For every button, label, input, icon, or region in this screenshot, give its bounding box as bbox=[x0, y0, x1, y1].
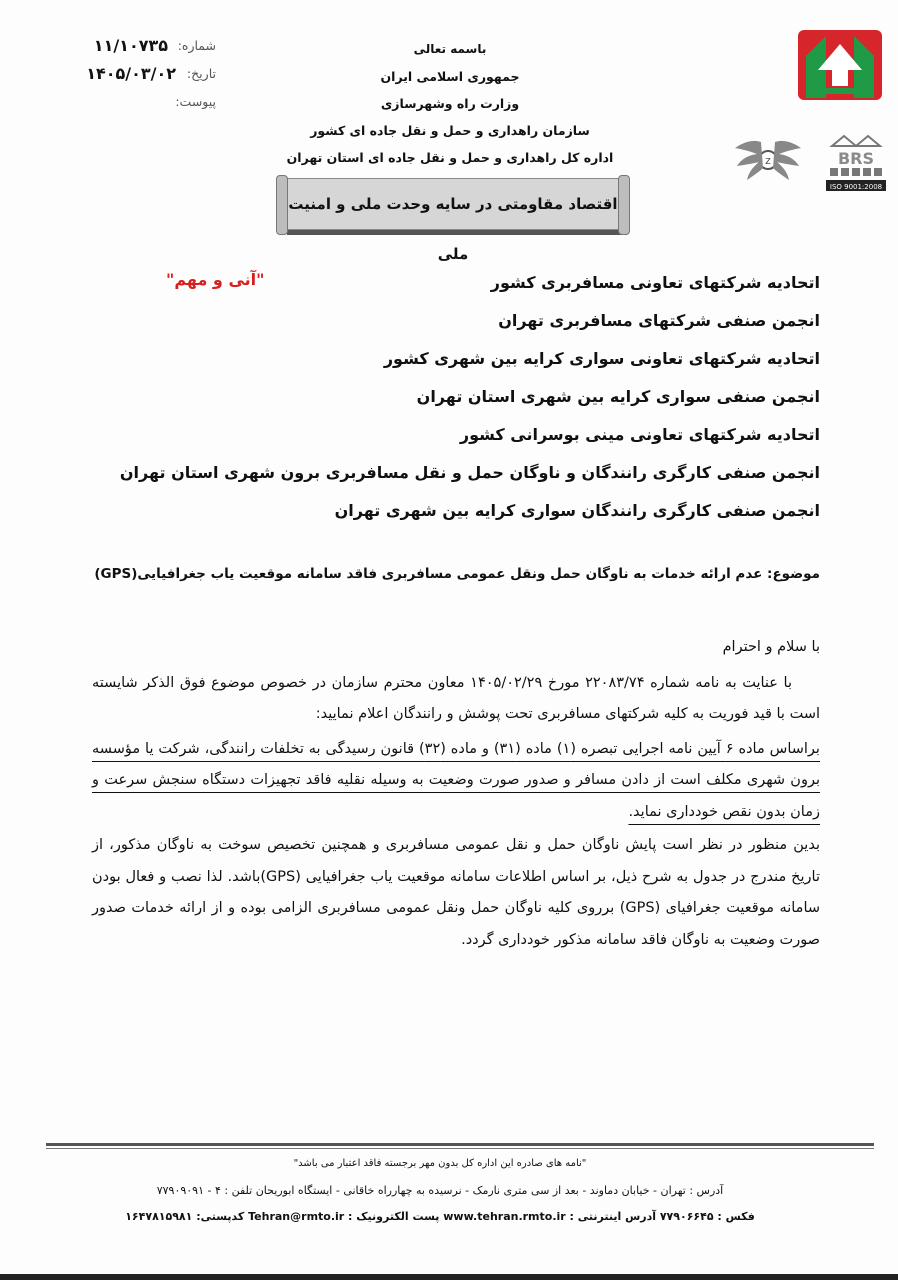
bismillah: باسمه تعالی bbox=[413, 42, 487, 56]
greeting: با سلام و احترام bbox=[722, 639, 820, 655]
body-paragraph-2: براساس ماده ۶ آیین نامه اجرایی تبصره (۱) ماده (۳۱) و ماده (۳۲) قانون رسیدگی به تخلفات رانندگی، شرکت یا مؤسسه برون شهری مکلف است از دادن مسافر و صدور صورت وضعیت به وسیله نقلیه فاقد تجهیزات دستگاه سنجش سرعت و زمان بدون نقص خودداری نماید. bbox=[92, 740, 820, 820]
recipient-item: اتحادیه شرکتهای تعاونی مینی بوسرانی کشور bbox=[459, 425, 820, 444]
urgent-label: "آنی و مهم" bbox=[166, 270, 265, 289]
recipient-item: اتحادیه شرکتهای تعاونی مسافربری کشور bbox=[490, 273, 820, 292]
country-name: جمهوری اسلامی ایران bbox=[380, 69, 520, 84]
iso-certification-icon bbox=[731, 134, 805, 188]
letter-date: ۱۴۰۵/۰۳/۰۲ bbox=[86, 64, 176, 83]
letter-number: ۱۱/۱۰۷۳۵ bbox=[93, 36, 168, 55]
reference-block bbox=[56, 32, 216, 116]
recipient-item: انجمن صنفی کارگری رانندگان و ناوگان حمل و نقل مسافربری برون شهری استان تهران bbox=[119, 463, 820, 482]
footer-divider-thin bbox=[46, 1148, 874, 1149]
recipient-item: انجمن صنفی شرکتهای مسافربری تهران bbox=[498, 311, 820, 330]
department-name: اداره کل راهداری و حمل و نقل جاده ای استان تهران bbox=[286, 150, 614, 165]
subject-line: موضوع: عدم ارائه خدمات به ناوگان حمل ونقل عمومی مسافربری فاقد سامانه موقعیت یاب جغرافیایی(GPS) bbox=[94, 566, 820, 582]
motto-banner: اقتصاد مقاومتی در سایه وحدت ملی و امنیت ملی bbox=[283, 178, 623, 230]
letterhead bbox=[280, 36, 620, 171]
body-paragraph-3: بدین منظور در نظر است پایش ناوگان حمل و نقل عمومی مسافربری و همچنین تخصیص سوخت به ناوگان مذکور، از تاریخ مندرج در جدول به شرح ذیل، بر اساس اطلاعات سامانه موقعیت یاب جغرافیایی (GPS)باشد. لذا نصب و فعال بودن سامانه موقعیت جغرافیای (GPS) برروی کلیه ناوگان حمل ونقل عمومی مسافربری الزامی بوده و از ارائه خدمات صدور صورت وضعیت به ناوگان فاقد سامانه مذکور خودداری گردد. bbox=[92, 837, 821, 948]
iso-text: ISO 9001:2008 bbox=[829, 183, 883, 191]
footer-contact: فکس : ۷۷۹۰۶۶۴۵ آدرس اینترنتی : www.tehran.rmto.ir پست الکترونیک : Tehran@rmto.ir کدپستی: ۱۶۴۷۸۱۵۹۸۱ bbox=[125, 1210, 755, 1223]
recipient-item: انجمن صنفی سواری کرایه بین شهری استان تهران bbox=[416, 387, 820, 406]
footer-address: آدرس : تهران - خیابان دماوند - بعد از سی متری نارمک - نرسیده به چهارراه خاقانی - ایستگاه ابوریحان تلفن : ۴ - ۷۷۹۰۹۰۹۱ bbox=[156, 1184, 724, 1197]
footer-notice: "نامه های صادره این اداره کل بدون مهر برجسته فاقد اعتبار می باشد" bbox=[293, 1158, 587, 1169]
brs-logo bbox=[824, 134, 888, 192]
date-label: تاریخ: bbox=[186, 66, 216, 81]
recipient-item: انجمن صنفی کارگری رانندگان سواری کرایه بین شهری تهران bbox=[334, 501, 820, 520]
letter-body bbox=[92, 632, 820, 956]
ministry-name: وزارت راه وشهرسازی bbox=[380, 96, 520, 111]
organization-name: سازمان راهداری و حمل و نقل جاده ای کشور bbox=[310, 123, 590, 138]
body-paragraph-1: با عنایت به نامه شماره ۲۲۰۸۳/۷۴ مورخ ۱۴۰۵/۰۲/۲۹ معاون محترم سازمان در خصوص موضوع فوق الذکر شایسته است با قید فوریت به کلیه شرکتهای مسافربری تحت پوشش و رانندگان اعلام نمایید: bbox=[92, 674, 820, 722]
footer-divider bbox=[46, 1143, 874, 1146]
rmto-logo bbox=[796, 24, 884, 102]
recipient-item: اتحادیه شرکتهای تعاونی سواری کرایه بین شهری کشور bbox=[383, 349, 820, 368]
svg-text:Z: Z bbox=[765, 157, 771, 166]
brs-text: BRS bbox=[837, 149, 875, 168]
number-label: شماره: bbox=[177, 38, 216, 53]
page-bottom-edge bbox=[0, 1274, 898, 1280]
attachment-label: پیوست: bbox=[175, 94, 216, 109]
recipient-list bbox=[100, 268, 820, 534]
